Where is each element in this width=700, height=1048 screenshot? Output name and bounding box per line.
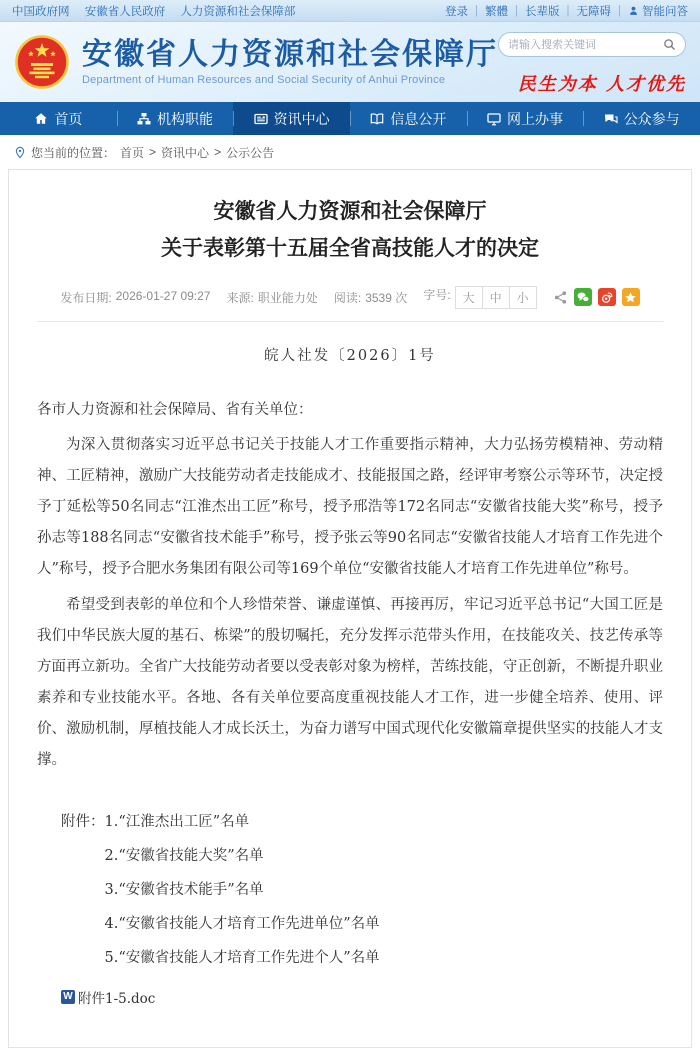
divider: | [515,4,518,17]
breadcrumb [0,135,700,169]
site-subtitle-english: Department of Human Resources and Social Security of Anhui Province [82,74,446,86]
attachment-item-4: 4.“安徽省技能人才培育工作先进单位”名单 [104,915,380,932]
nav-label: 机构职能 [157,110,213,127]
main-nav [0,102,700,135]
nav-label: 网上办事 [507,110,564,127]
chat-icon [604,112,618,126]
nav-item-news-center[interactable] [233,102,350,135]
share-nodes-icon[interactable] [553,290,568,305]
divider: | [475,4,478,17]
article-meta [37,286,663,322]
nav-item-online-services[interactable] [467,102,584,135]
elder-version-link[interactable]: 长辈版 [525,5,560,18]
nav-item-org-functions[interactable] [117,102,234,135]
link-mohrss[interactable]: 人力资源和社会保障部 [180,5,296,18]
paragraph-1: 为深入贯彻落实习近平总书记关于技能人才工作重要指示精神，大力弘扬劳模精神、劳动精神、工匠精神，激励广大技能劳动者走技能成才、技能报国之路，经评审考察公示等环节，决定授予丁延松等50名同志“江淮杰出工匠”称号，授予邢浩等172名同志“安徽省技能大奖”称号，授予孙志等188名同志“安徽省技术能手”称号，授予张云等90名同志“安徽省技能人才培育工作先进个人”称号，授予合肥水务集团有限公司等169个单位“安徽省技能人才培育工作先进单位”称号。 [37,436,663,578]
wechat-share-icon[interactable] [574,288,592,306]
breadcrumb-prefix: 您当前的位置： [31,145,116,160]
accessibility-link[interactable]: 无障碍 [576,5,611,18]
favorite-star-icon[interactable] [622,288,640,306]
views-label: 阅读: [333,290,362,305]
search-icon[interactable] [663,38,676,51]
slogan: 民生为本 人才优先 [517,74,686,95]
attachment-item-5: 5.“安徽省技能人才培育工作先进个人”名单 [104,949,380,966]
site-title-block [82,38,498,86]
attachments-label: 附件： [61,813,105,830]
topbar-links [12,3,307,19]
topbar [0,0,700,22]
breadcrumb-separator: > [149,145,157,159]
breadcrumb-separator: > [214,145,222,159]
book-icon [370,112,384,126]
nav-item-public-participation[interactable] [583,102,700,135]
document-number: 皖人社发〔2026〕1号 [264,347,436,364]
paragraph-2: 希望受到表彰的单位和个人珍惜荣誉、谦虚谨慎、再接再厉，牢记习近平总书记“大国工匠是我们中华民族大厦的基石、栋梁”的殷切嘱托，充分发挥示范带头作用，在技能攻关、技艺传承等方面再立新功。全省广大技能劳动者要以受表彰对象为榜样，苦练技能，守正创新，不断提升职业素养和专业技能水平。各地、各有关单位要高度重视技能人才工作，进一步健全培养、使用、评价、激励机制，厚植技能人才成长沃土，为奋力谱写中国式现代化安徽篇章提供坚实的技能人才支撑。 [37,596,663,769]
font-size-medium-button[interactable]: 中 [482,287,509,308]
smart-qa-label: 智能问答 [642,5,688,18]
desktop-icon [487,112,501,126]
link-china-gov[interactable]: 中国政府网 [12,5,70,18]
topbar-utility-links [445,3,688,19]
nav-label: 首页 [54,110,83,127]
article-title [37,194,663,268]
traditional-chinese-link[interactable]: 繁體 [485,5,508,18]
article-body [37,395,663,777]
search-input[interactable] [508,39,663,51]
attachment-item-3: 3.“安徽省技术能手”名单 [104,881,264,898]
home-icon [34,112,48,126]
nav-item-home[interactable] [0,102,117,135]
source-label: 来源: [226,290,254,305]
salutation: 各市人力资源和社会保障局、省有关单位： [37,401,313,418]
nav-label: 信息公开 [390,110,447,127]
smart-qa-link[interactable] [628,3,688,19]
link-anhui-gov[interactable]: 安徽省人民政府 [84,5,166,18]
publish-date-label: 发布日期: [60,290,112,305]
nav-label: 公众参与 [623,110,680,127]
source-value: 职业能力处 [257,290,318,305]
font-size-control [455,286,537,309]
font-size-large-button[interactable]: 大 [462,290,475,305]
breadcrumb-announcements[interactable]: 公示公告 [226,145,275,160]
location-pin-icon [14,146,26,159]
header-right [498,32,686,96]
nav-label: 资讯中心 [273,110,330,127]
news-icon [254,112,268,126]
divider: | [566,4,570,17]
weibo-share-icon[interactable] [598,288,616,306]
attachment-file-link[interactable] [61,987,663,1007]
person-icon [628,5,639,17]
site-header [0,22,700,102]
publish-date-value: 2026-01-27 09:27 [115,288,211,303]
view-count [334,289,407,306]
breadcrumb-news-center[interactable]: 资讯中心 [161,145,210,160]
article-title-line2: 关于表彰第十五届全省高技能人才的决定 [161,236,539,260]
article-card [8,169,692,1048]
login-link[interactable]: 登录 [445,5,468,18]
attachment-list [61,805,663,975]
site-title: 安徽省人力资源和社会保障厅 [82,38,498,71]
nav-item-info-disclosure[interactable] [350,102,467,135]
breadcrumb-home[interactable]: 首页 [120,145,145,160]
share-toolbar [553,288,640,306]
source [226,289,317,306]
divider: | [618,4,621,17]
attachment-items [105,805,380,975]
views-value: 3539 次 [365,290,408,305]
search-box[interactable] [498,32,686,57]
article-title-line1: 安徽省人力资源和社会保障厅 [213,200,487,223]
attachment-file-name[interactable]: 附件1-5.doc [78,990,156,1007]
attachment-item-1: 1.“江淮杰出工匠”名单 [104,813,250,830]
font-size-group [423,286,536,309]
word-doc-icon: W [61,990,75,1004]
national-emblem [14,34,70,90]
publish-date [60,289,210,306]
font-size-small-button[interactable]: 小 [509,287,536,308]
orgchart-icon [137,112,151,126]
font-size-label: 字号: [423,287,451,302]
attachment-item-2: 2.“安徽省技能大奖”名单 [104,847,264,864]
